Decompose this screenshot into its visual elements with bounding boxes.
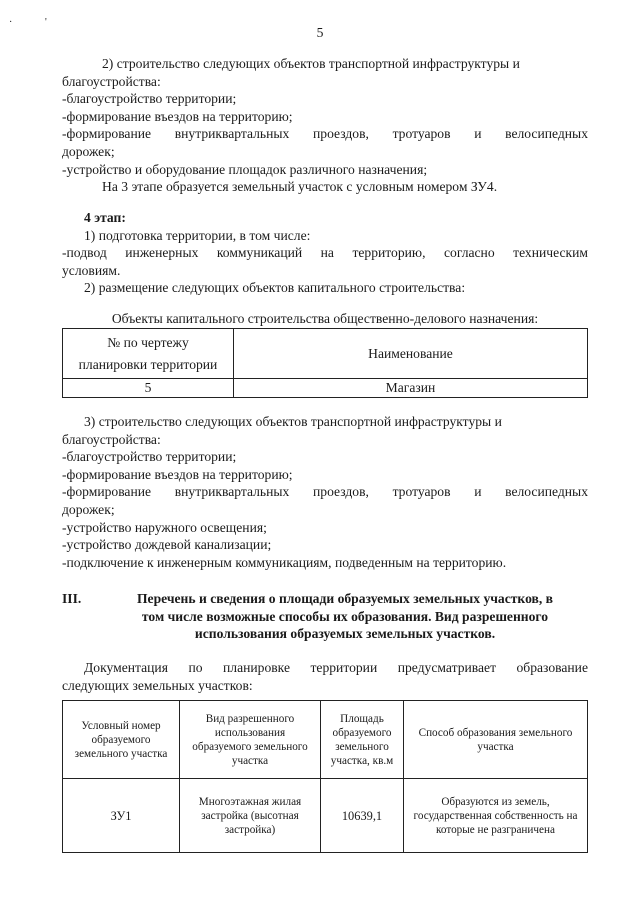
stage4-title: 4 этап: xyxy=(84,210,126,225)
scan-mark-left: · xyxy=(9,17,13,28)
stage4-prep: 1) подготовка территории, в том числе: xyxy=(84,227,311,243)
stage3-intro-line2: благоустройства: xyxy=(62,73,161,89)
objects-table-header xyxy=(63,329,588,379)
objects-table-header-number-line2: планировки территории xyxy=(78,356,218,372)
page-number: 5 xyxy=(316,25,324,40)
table-row xyxy=(63,379,588,398)
land-plots-table-wrap xyxy=(62,700,588,853)
stage3-item: -устройство и оборудование площадок различного назначения; xyxy=(62,161,428,177)
land-plots-header-method: Способ образования земельного участка xyxy=(404,701,588,779)
section3-number: III. xyxy=(62,591,82,606)
section3-title-line2: том числе возможные способы их образования. Вид разрешенного xyxy=(141,608,549,624)
section3-heading xyxy=(62,590,588,643)
stage3-item: -формирование внутриквартальных проездов, тротуаров и велосипедных xyxy=(62,126,588,142)
stage4-infra-item: -формирование внутриквартальных проездов, тротуаров и велосипедных xyxy=(62,484,588,500)
stage4-infra-item: дорожек; xyxy=(62,501,115,517)
stage4-infra-item: -подключение к инженерным коммуникациям, подведенным на территорию. xyxy=(62,554,507,570)
scan-mark-right: ' xyxy=(45,17,47,28)
table-row xyxy=(63,779,588,853)
land-plots-header-area: Площадь образуемого земельного участка, кв.м xyxy=(321,701,404,779)
stage3-item: -формирование въездов на территорию; xyxy=(62,108,293,124)
stage4-infra-line2: благоустройства: xyxy=(62,431,161,447)
stage4-placement: 2) размещение следующих объектов капитального строительства: xyxy=(84,280,466,296)
section3-heading-row xyxy=(62,590,588,643)
land-plots-table xyxy=(62,700,588,853)
stage4-infra-item: -благоустройство территории; xyxy=(62,449,237,465)
stage4-infra-item: -устройство дождевой канализации; xyxy=(62,537,272,553)
objects-table-cell-name: Магазин xyxy=(234,379,588,398)
objects-table-header-number xyxy=(63,329,234,379)
land-plots-header-use: Вид разрешенного использования образуемого земельного участка xyxy=(180,701,321,779)
stage3-intro-line1: 2) строительство следующих объектов транспортной инфраструктуры и xyxy=(102,56,520,71)
land-plots-cell-method: Образуются из земель, государственная собственность на которые не разграничена xyxy=(404,779,588,853)
section3-para-line2: следующих земельных участков: xyxy=(62,677,253,693)
section3-title xyxy=(102,590,588,643)
stage4-utilities-line2: условиям. xyxy=(62,262,121,278)
section3-title-line3: использования образуемых земельных участков. xyxy=(194,626,496,642)
land-plots-header-id: Условный номер образуемого земельного участка xyxy=(63,701,180,779)
stage4-section xyxy=(62,209,588,297)
stage3-item: дорожек; xyxy=(62,143,115,159)
stage4-infra-item: -формирование въездов на территорию; xyxy=(62,466,293,482)
section3-paragraph xyxy=(62,659,588,694)
objects-table-header-number-line1: № по чертежу xyxy=(107,334,189,350)
land-plots-cell-use: Многоэтажная жилая застройка (высотная застройка) xyxy=(180,779,321,853)
objects-table-wrap xyxy=(62,328,588,398)
stage4-infra-section xyxy=(62,413,588,571)
land-plots-table-header xyxy=(63,701,588,779)
stage4-infra-line1: 3) строительство следующих объектов транспортной инфраструктуры и xyxy=(84,414,502,429)
objects-table-header-name: Наименование xyxy=(234,329,588,379)
objects-table-cell-number: 5 xyxy=(63,379,234,398)
section3-para-line1: Документация по планировке территории предусматривает образование xyxy=(84,660,588,675)
stage3-item: -благоустройство территории; xyxy=(62,91,237,107)
stage3-conclusion: На 3 этапе образуется земельный участок с условным номером ЗУ4. xyxy=(102,179,498,195)
objects-table xyxy=(62,328,588,398)
stage4-infra-item: -устройство наружного освещения; xyxy=(62,519,267,535)
section3-title-line1: Перечень и сведения о площади образуемых земельных участков, в xyxy=(136,591,554,606)
objects-table-caption xyxy=(62,310,588,328)
land-plots-cell-area: 10639,1 xyxy=(321,779,404,853)
stage4-utilities-line1: -подвод инженерных коммуникаций на территорию, согласно техническим xyxy=(62,245,588,261)
stage3-section xyxy=(62,55,588,196)
objects-table-caption-text: Объекты капитального строительства общественно-делового назначения: xyxy=(111,311,539,326)
land-plots-cell-id: ЗУ1 xyxy=(63,779,180,853)
